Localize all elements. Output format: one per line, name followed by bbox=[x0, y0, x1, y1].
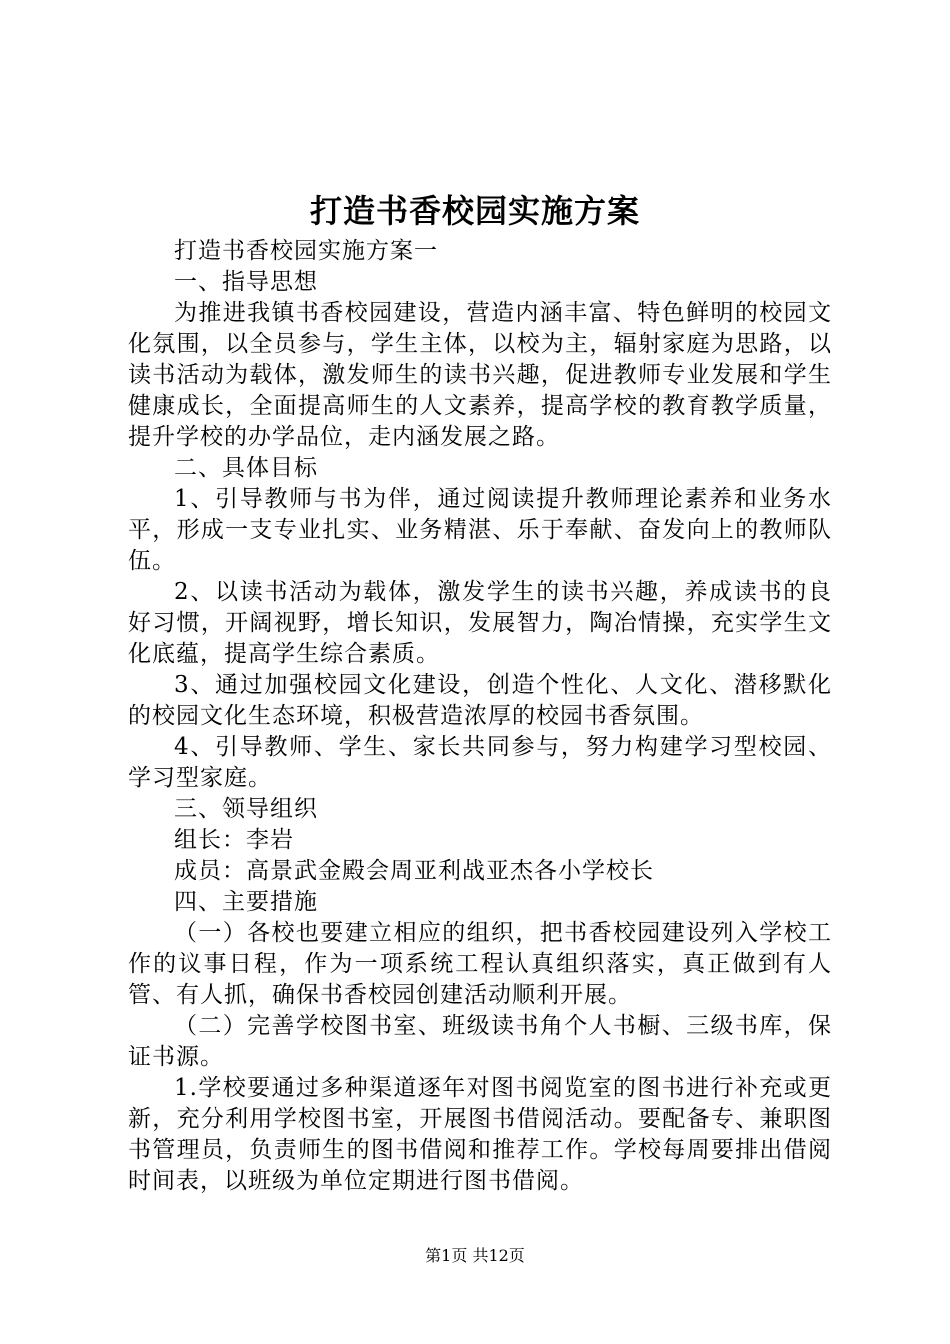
paragraph: 3、通过加强校园文化建设，创造个性化、人文化、潜移默化的校园文化生态环境，积极营造浓厚的校园书香氛围。 bbox=[128, 672, 832, 729]
paragraph: （一）各校也要建立相应的组织，把书香校园建设列入学校工作的议事日程，作为一项系统工程认真组织落实，真正做到有人管、有人抓，确保书香校园创建活动顺利开展。 bbox=[128, 920, 832, 1008]
section-heading: 一、指导思想 bbox=[174, 269, 318, 295]
section-heading: 四、主要措施 bbox=[174, 889, 318, 915]
paragraph: （二）完善学校图书室、班级读书角个人书橱、三级书库，保证书源。 bbox=[128, 1013, 832, 1070]
document-body bbox=[128, 236, 832, 1197]
paragraph: 1.学校要通过多种渠道逐年对图书阅览室的图书进行补充或更新，充分利用学校图书室，开展图书借阅活动。要配备专、兼职图书管理员，负责师生的图书借阅和推荐工作。学校每周要排出借阅时间表，以班级为单位定期进行图书借阅。 bbox=[128, 1075, 832, 1194]
section-heading: 三、领导组织 bbox=[174, 796, 318, 822]
page-footer: 第1页 共12页 bbox=[425, 1246, 525, 1265]
paragraph: 成员：高景武金殿会周亚利战亚杰各小学校长 bbox=[174, 858, 654, 884]
paragraph: 1、引导教师与书为伴，通过阅读提升教师理论素养和业务水平，形成一支专业扎实、业务精湛、乐于奉献、奋发向上的教师队伍。 bbox=[128, 486, 832, 574]
paragraph: 2、以读书活动为载体，激发学生的读书兴趣，养成读书的良好习惯，开阔视野，增长知识，发展智力，陶冶情操，充实学生文化底蕴，提高学生综合素质。 bbox=[128, 579, 832, 667]
document-title: 打造书香校园实施方案 bbox=[309, 192, 640, 230]
paragraph: 4、引导教师、学生、家长共同参与，努力构建学习型校园、学习型家庭。 bbox=[128, 734, 832, 791]
section-heading: 二、具体目标 bbox=[174, 455, 318, 481]
paragraph: 为推进我镇书香校园建设，营造内涵丰富、特色鲜明的校园文化氛围，以全员参与，学生主体，以校为主，辐射家庭为思路，以读书活动为载体，激发师生的读书兴趣，促进教师专业发展和学生健康成长，全面提高师生的人文素养，提高学校的教育教学质量，提升学校的办学品位，走内涵发展之路。 bbox=[128, 300, 832, 450]
paragraph: 组长：李岩 bbox=[174, 827, 294, 853]
paragraph: 打造书香校园实施方案一 bbox=[174, 238, 438, 264]
